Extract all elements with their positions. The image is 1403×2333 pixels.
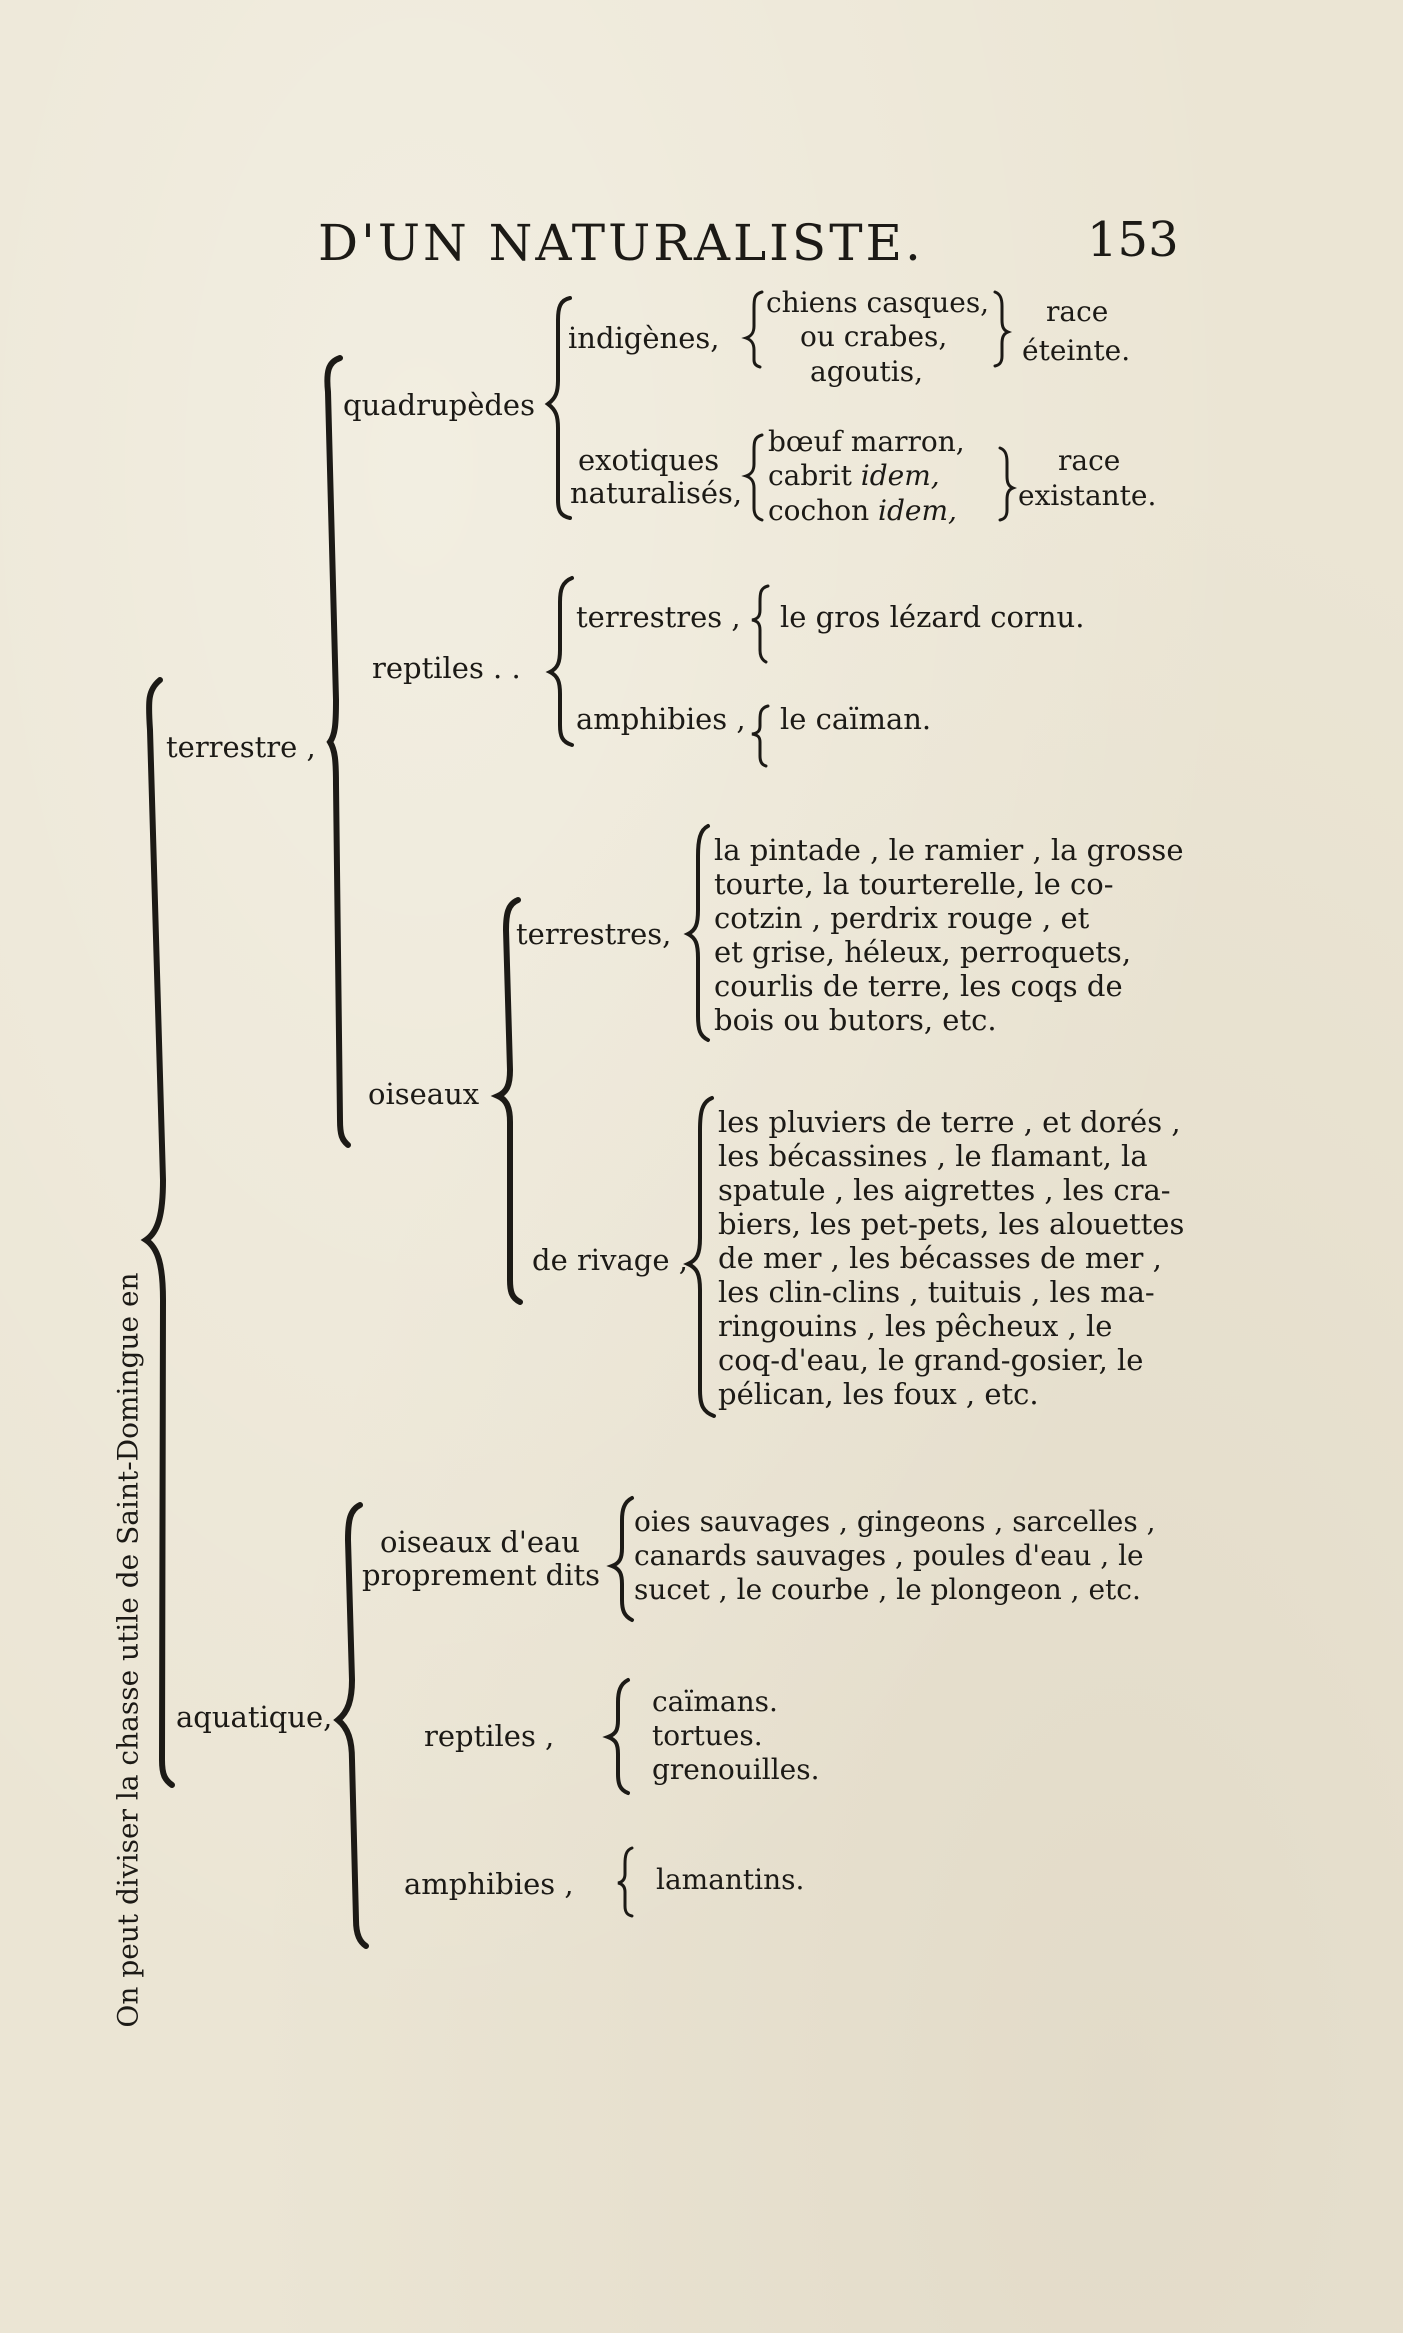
oiseaux-terrestres-line: la pintade , le ramier , la grosse <box>714 833 1184 867</box>
exotiques-animal: cochon idem, <box>768 494 957 527</box>
reptiles-terrestres-label: terrestres , <box>576 600 741 634</box>
oiseaux-eau-line: canards sauvages , poules d'eau , le <box>634 1539 1144 1572</box>
oiseaux-label: oiseaux <box>368 1077 480 1111</box>
oiseaux-eau-line: oies sauvages , gingeons , sarcelles , <box>634 1505 1156 1538</box>
aquatique-reptiles-item: tortues. <box>652 1719 763 1752</box>
reptiles-label: reptiles . . <box>372 651 521 685</box>
indigenes-animal: ou crabes, <box>800 320 948 353</box>
oiseaux-terrestres-brace <box>688 826 708 1040</box>
quadrupedes-label: quadrupèdes <box>343 388 535 422</box>
aquatique-label: aquatique, <box>176 1700 333 1734</box>
side-title: On peut diviser la chasse utile de Saint-Domingue en <box>111 1272 145 2028</box>
rivage-line: de mer , les bécasses de mer , <box>718 1241 1162 1275</box>
rivage-line: les clin-clins , tuituis , les ma- <box>718 1275 1155 1309</box>
indigenes-right-brace <box>995 292 1008 366</box>
reptiles-brace <box>550 578 572 745</box>
naturalises-label: naturalisés, <box>570 476 743 510</box>
aquatique-reptiles-label: reptiles , <box>424 1719 555 1753</box>
rivage-line: spatule , les aigrettes , les cra- <box>718 1173 1171 1207</box>
exotiques-status: existante. <box>1018 479 1157 512</box>
reptiles-amphibies-label: amphibies , <box>576 702 746 736</box>
aquatique-reptiles-item: caïmans. <box>652 1685 778 1718</box>
exotiques-animal: bœuf marron, <box>768 425 965 458</box>
rivage-brace <box>688 1098 714 1416</box>
indigenes-animal: chiens casques, <box>766 286 990 319</box>
main-brace <box>146 680 172 1785</box>
exotiques-status: race <box>1058 444 1121 477</box>
proprement-dits-label: proprement dits <box>362 1558 601 1592</box>
oiseaux-terrestres-label: terrestres, <box>516 917 672 951</box>
oiseaux-eau-line: sucet , le courbe , le plongeon , etc. <box>634 1573 1141 1606</box>
oiseaux-brace <box>498 900 520 1302</box>
exotiques-brace <box>746 435 762 520</box>
oiseaux-terrestres-line: tourte, la tourterelle, le co- <box>714 867 1114 901</box>
rivage-line: ringouins , les pêcheux , le <box>718 1309 1113 1343</box>
page-number: 153 <box>1087 212 1179 268</box>
oiseaux-terrestres-line: cotzin , perdrix rouge , et <box>714 901 1090 935</box>
terrestre-label: terrestre , <box>166 730 316 764</box>
indigenes-status: éteinte. <box>1022 334 1131 367</box>
rivage-line: les bécassines , le flamant, la <box>718 1139 1148 1173</box>
reptiles-amphibies-content: le caïman. <box>780 702 932 736</box>
caiman-brace <box>752 706 768 766</box>
rivage-line: pélican, les foux , etc. <box>718 1377 1039 1411</box>
aquatique-reptiles-item: grenouilles. <box>652 1753 820 1786</box>
aquatique-reptiles-brace <box>608 1680 628 1793</box>
oiseaux-eau-label: oiseaux d'eau <box>380 1525 580 1559</box>
terrestre-brace <box>327 358 348 1145</box>
aquatique-amphibies-item: lamantins. <box>656 1863 805 1896</box>
rivage-line: les pluviers de terre , et dorés , <box>718 1105 1181 1139</box>
exotiques-label: exotiques <box>578 443 720 477</box>
exotiques-right-brace <box>1000 448 1013 520</box>
reptiles-terrestres-content: le gros lézard cornu. <box>780 600 1085 634</box>
exotiques-animal: cabrit idem, <box>768 459 940 492</box>
quadrupedes-brace <box>548 298 570 518</box>
oiseaux-terrestres-line: courlis de terre, les coqs de <box>714 969 1123 1003</box>
indigenes-label: indigènes, <box>568 321 720 355</box>
aquatique-amphibies-label: amphibies , <box>404 1867 574 1901</box>
lezard-brace <box>752 586 768 662</box>
oiseaux-eau-brace <box>612 1498 632 1620</box>
indigenes-animal: agoutis, <box>810 355 923 388</box>
rivage-label: de rivage , <box>532 1243 688 1277</box>
aquatique-amphibies-brace <box>618 1848 632 1916</box>
oiseaux-terrestres-line: et grise, héleux, perroquets, <box>714 935 1132 969</box>
rivage-line: biers, les pet-pets, les alouettes <box>718 1207 1185 1241</box>
oiseaux-terrestres-line: bois ou butors, etc. <box>714 1003 997 1037</box>
running-title: D'UN NATURALISTE. <box>318 214 924 272</box>
indigenes-brace <box>746 292 762 367</box>
indigenes-status: race <box>1046 295 1109 328</box>
rivage-line: coq-d'eau, le grand-gosier, le <box>718 1343 1144 1377</box>
